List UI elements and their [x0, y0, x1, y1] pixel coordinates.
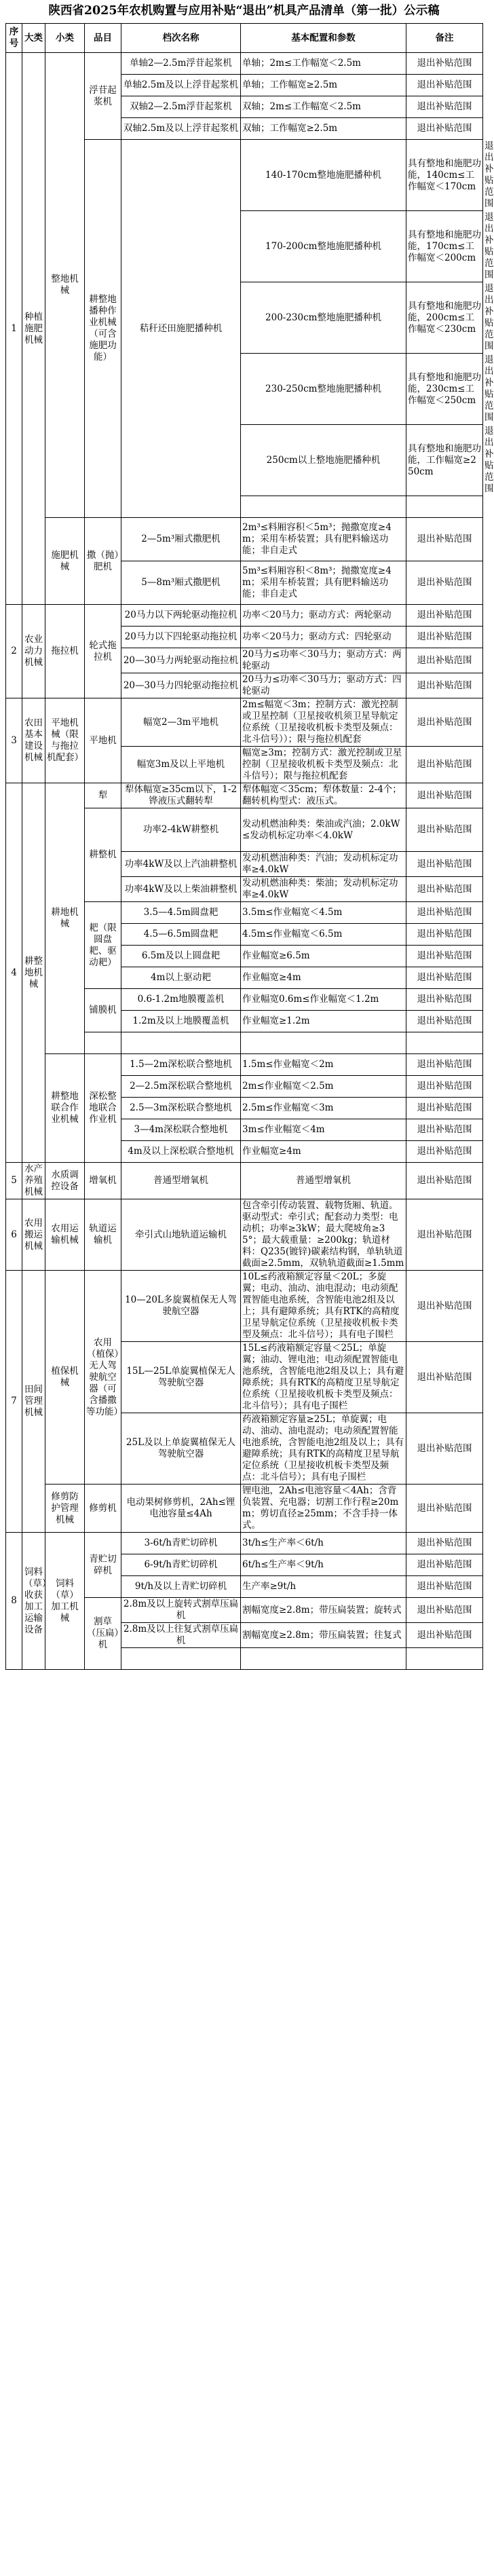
- table-row: 170-200cm整地施肥播种机 具有整地和施肥功能，170cm≤工作幅宽＜200cm 退出补贴范围: [6, 211, 483, 282]
- table-cell: 功率＜20马力；驱动方式：四轮驱动: [241, 627, 406, 648]
- table-cell: 2: [6, 605, 22, 698]
- table-cell: 20—30马力四轮驱动拖拉机: [121, 673, 241, 698]
- table-cell: 20马力以下四轮驱动拖拉机: [121, 627, 241, 648]
- table-cell: 功率4kW及以上柴油耕整机: [121, 877, 241, 902]
- table-cell: 25L及以上单旋翼植保无人驾驶航空器: [121, 1413, 241, 1485]
- table-cell: [241, 1032, 406, 1054]
- table-cell: 农业动力机械: [22, 605, 45, 698]
- table-cell: 退出补贴范围: [406, 1199, 483, 1271]
- table-cell: 2.5m≤作业幅宽＜3m: [241, 1098, 406, 1119]
- table-cell: 种植施肥机械: [22, 53, 45, 605]
- table-cell: 包含牵引传动装置、载物货厢、轨道。驱动型式：牵引式；配套动力类型：电动机；功率≥3kW；最大爬坡角≥35°；最大载重量：≥200kg；轨道材料：Q235(镀锌)碳素结构钢，单轨轨道截面≥2.5mm，双轨轨道截面≥1.5mm: [241, 1199, 406, 1271]
- table-cell: 2.8m及以上旋转式割草压扁机: [121, 1598, 241, 1623]
- table-cell: 平地机: [85, 698, 121, 783]
- table-cell: 退出补贴范围: [406, 1342, 483, 1413]
- table-cell: 2.8m及以上往复式割草压扁机: [121, 1623, 241, 1648]
- table-cell: 4.5m≤作业幅宽＜6.5m: [241, 924, 406, 946]
- table-cell: 退出补贴范围: [406, 1576, 483, 1598]
- table-cell: 3-6t/h青贮切碎机: [121, 1533, 241, 1554]
- table-cell: 具有整地和施肥功能，工作幅宽≥250cm: [406, 425, 483, 496]
- table-cell: 双轴；工作幅宽≥2.5m: [241, 118, 406, 140]
- table-cell: 20马力≤功率＜30马力；驱动方式：两轮驱动: [241, 648, 406, 673]
- table-cell: 农田基本建设机械: [22, 698, 45, 783]
- table-cell: 锂电池，2Ah≤电池容量＜4Ah；含背负装置、充电器；切割工作行程≥20mm；剪切直径≥25mm；不含手持一体式。: [241, 1485, 406, 1533]
- table-cell: 退出补贴范围: [406, 989, 483, 1011]
- table-row: 230-250cm整地施肥播种机 具有整地和施肥功能，230cm≤工作幅宽＜250cm 退出补贴范围: [6, 354, 483, 425]
- table-row: [6, 605, 483, 627]
- table-cell: 撒（抛）肥机: [85, 518, 121, 605]
- table-cell: 退出补贴范围: [406, 747, 483, 783]
- table-cell: 退出补贴范围: [406, 1076, 483, 1098]
- table-cell: 退出补贴范围: [406, 1598, 483, 1623]
- table-cell: 具有整地和施肥功能，200cm≤工作幅宽＜230cm: [406, 282, 483, 354]
- table-cell: 6: [6, 1199, 22, 1271]
- table-cell: [121, 1032, 241, 1054]
- table-cell: 230-250cm整地施肥播种机: [241, 354, 406, 425]
- table-cell: 退出补贴范围: [406, 118, 483, 140]
- table-cell: 双轴2—2.5m浮苷起浆机: [121, 96, 241, 118]
- table-cell: 3—4m深松联合整地机: [121, 1119, 241, 1141]
- table-cell: 农用（植保）无人驾驶航空器（可含播撒等功能）: [85, 1271, 121, 1485]
- table-cell: 饲料（草）收获加工运输设备: [22, 1533, 45, 1670]
- table-cell: 牵引式山地轨道运输机: [121, 1199, 241, 1271]
- header-cell: 序号: [6, 24, 22, 53]
- table-cell: 退出补贴范围: [406, 75, 483, 96]
- table-cell: 耕整地机械: [22, 783, 45, 1163]
- table-row: [6, 783, 483, 808]
- table-cell: 具有整地和施肥功能，140cm≤工作幅宽＜170cm: [406, 140, 483, 211]
- header-cell: 备注: [406, 24, 483, 53]
- table-cell: 4.5—6.5m圆盘耙: [121, 924, 241, 946]
- table-cell: 施肥机械: [45, 518, 85, 605]
- table-cell: 退出补贴范围: [406, 1163, 483, 1199]
- table-cell: 割草（压扁）机: [85, 1598, 121, 1670]
- table-cell: 普通型增氧机: [121, 1163, 241, 1199]
- table-cell: 发动机燃油种类：柴油或汽油；2.0kW≤发动机标定功率＜4.0kW: [241, 808, 406, 852]
- table-cell: 1.5—2m深松联合整地机: [121, 1054, 241, 1076]
- table-cell: 双轴2.5m及以上浮苷起浆机: [121, 118, 241, 140]
- header-cell: 小类: [45, 24, 85, 53]
- table-cell: 20—30马力两轮驱动拖拉机: [121, 648, 241, 673]
- table-cell: 退出补贴范围: [406, 1485, 483, 1533]
- table-cell: 2.5—3m深松联合整地机: [121, 1098, 241, 1119]
- table-cell: 退出补贴范围: [406, 1011, 483, 1032]
- table-cell: 普通型增氧机: [241, 1163, 406, 1199]
- table-cell: 退出补贴范围: [406, 1119, 483, 1141]
- table-cell: 1: [6, 53, 22, 605]
- table-cell: 4m及以上深松联合整地机: [121, 1141, 241, 1163]
- table-row: 250cm以上整地施肥播种机 具有整地和施肥功能，工作幅宽≥250cm 退出补贴范围: [6, 425, 483, 496]
- table-cell: 发动机燃油种类：柴油；发动机标定功率≥4.0kW: [241, 877, 406, 902]
- page-title: 陕西省2025年农机购置与应用补贴“退出”机具产品清单（第一批）公示稿: [48, 4, 440, 18]
- table-cell: 3.5m≤作业幅宽＜4.5m: [241, 902, 406, 924]
- table-cell: 退出补贴范围: [406, 967, 483, 989]
- table-cell: 1.2m及以上地膜覆盖机: [121, 1011, 241, 1032]
- table-cell: 退出补贴范围: [406, 1098, 483, 1119]
- table-cell: [406, 496, 483, 518]
- table-cell: 退出补贴范围: [406, 698, 483, 747]
- table-cell: 4: [6, 783, 22, 1163]
- table-cell: 退出补贴范围: [406, 808, 483, 852]
- table-row: [6, 53, 483, 75]
- table-cell: 5—8m³厢式撒肥机: [121, 561, 241, 605]
- table-cell: 拖拉机: [45, 605, 85, 698]
- table-cell: 耕整地联合作业机械: [45, 1054, 85, 1163]
- table-cell: 退出补贴范围: [406, 518, 483, 561]
- equipment-table: [5, 23, 494, 1670]
- table-cell: 耕地机械: [45, 783, 85, 1054]
- table-cell: 退出补贴范围: [406, 852, 483, 877]
- table-cell: 0.6-1.2m地膜覆盖机: [121, 989, 241, 1011]
- table-cell: 秸秆还田施肥播种机: [121, 140, 241, 518]
- table-cell: 退出补贴范围: [406, 1141, 483, 1163]
- table-cell: 4m以上驱动耙: [121, 967, 241, 989]
- table-header-row: [6, 24, 483, 53]
- header-cell: 档次名称: [121, 24, 241, 53]
- table-row: [6, 518, 483, 540]
- table-cell: 铺膜机: [85, 989, 121, 1032]
- table-cell: 耕整机: [85, 808, 121, 902]
- table-cell: 3.5—4.5m圆盘耙: [121, 902, 241, 924]
- table-cell: 功率4kW及以上汽油耕整机: [121, 852, 241, 877]
- table-cell: 6t/h≤生产率＜9t/h: [241, 1554, 406, 1576]
- table-row: [6, 1485, 483, 1533]
- table-cell: 单轴2.5m及以上浮苷起浆机: [121, 75, 241, 96]
- table-cell: 具有整地和施肥功能，170cm≤工作幅宽＜200cm: [406, 211, 483, 282]
- table-cell: 浮苷起浆机: [85, 53, 121, 140]
- table-cell: 退出补贴范围: [406, 53, 483, 75]
- table-cell: 整地机械: [45, 53, 85, 518]
- table-row: [6, 1054, 483, 1076]
- header-cell: 品目: [85, 24, 121, 53]
- table-cell: 割幅宽度≥2.8m；带压扁装置；往复式: [241, 1623, 406, 1648]
- table-cell: 退出补贴范围: [406, 605, 483, 627]
- table-row: [6, 1533, 483, 1554]
- table-cell: [406, 1032, 483, 1054]
- table-cell: 退出补贴范围: [406, 648, 483, 673]
- table-cell: 平地机械（限与拖拉机配套）: [45, 698, 85, 783]
- table-cell: 作业幅宽≥1.2m: [241, 1011, 406, 1032]
- table-cell: 1.5m≤作业幅宽＜2m: [241, 1054, 406, 1076]
- table-cell: 药液箱额定容量≥25L；单旋翼；电动、油动、油电混动；电动须配置智能电池系统，含智能电池2组及以上；具有避障系统；具有RTK的高精度卫星导航定位系统（卫星接收机板卡类型及频点：北斗信号）；具有电子围栏: [241, 1413, 406, 1485]
- table-cell: 深松整地联合作业机: [85, 1054, 121, 1163]
- header-cell: 基本配置和参数: [241, 24, 406, 53]
- table-cell: 200-230cm整地施肥播种机: [241, 282, 406, 354]
- table-cell: 170-200cm整地施肥播种机: [241, 211, 406, 282]
- header-cell: 大类: [22, 24, 45, 53]
- table-cell: 增氧机: [85, 1163, 121, 1199]
- table-cell: 功率＜20马力；驱动方式：两轮驱动: [241, 605, 406, 627]
- table-cell: 幅宽2—3m平地机: [121, 698, 241, 747]
- table-cell: 生产率≥9t/h: [241, 1576, 406, 1598]
- table-cell: 修剪防护管理机械: [45, 1485, 85, 1533]
- table-cell: 耙（限圆盘耙、驱动耙）: [85, 902, 121, 989]
- table-row: [6, 1271, 483, 1342]
- table-cell: 农用运输机械: [45, 1199, 85, 1271]
- table-cell: 退出补贴范围: [406, 627, 483, 648]
- table-cell: 5: [6, 1163, 22, 1199]
- table-cell: [241, 1648, 406, 1670]
- table-row: 200-230cm整地施肥播种机 具有整地和施肥功能，200cm≤工作幅宽＜230cm 退出补贴范围: [6, 282, 483, 354]
- table-cell: 具有整地和施肥功能，230cm≤工作幅宽＜250cm: [406, 354, 483, 425]
- table-cell: 6-9t/h青贮切碎机: [121, 1554, 241, 1576]
- table-cell: 作业幅宽≥4m: [241, 967, 406, 989]
- table-cell: 退出补贴范围: [406, 96, 483, 118]
- table-row: [6, 1199, 483, 1271]
- table-cell: 青贮切碎机: [85, 1533, 121, 1598]
- table-cell: 犁体幅宽＜35cm；犁体数量：2-4个；翻转机构型式：液压式。: [241, 783, 406, 808]
- table-cell: 修剪机: [85, 1485, 121, 1533]
- table-cell: 割幅宽度≥2.8m；带压扁装置；旋转式: [241, 1598, 406, 1623]
- table-cell: 犁: [85, 783, 121, 808]
- table-cell: 250cm以上整地施肥播种机: [241, 425, 406, 496]
- table-cell: 2m≤幅宽＜3m；控制方式：激光控制或卫星控制（卫星接收机须卫星导航定位系统（卫星接收机板卡类型及频点：北斗信号））；限与拖拉机配套: [241, 698, 406, 747]
- table-cell: 退出补贴范围: [406, 1413, 483, 1485]
- table-cell: 140-170cm整地施肥播种机: [241, 140, 406, 211]
- table-cell: 10—20L多旋翼植保无人驾驶航空器: [121, 1271, 241, 1342]
- table-row: 耕整地播种作业机械（可含施肥功能） 秸秆还田施肥播种机 140-170cm整地施肥播种机 具有整地和施肥功能，140cm≤工作幅宽＜170cm 退出补贴范围: [6, 140, 483, 211]
- table-cell: 轨道运输机: [85, 1199, 121, 1271]
- table-cell: 作业幅宽0.6m≤作业幅宽＜1.2m: [241, 989, 406, 1011]
- table-cell: 植保机械: [45, 1271, 85, 1485]
- table-cell: 犁体幅宽≥35cm以下，1-2铧液压式翻转犁: [121, 783, 241, 808]
- table-cell: 退出补贴范围: [406, 1533, 483, 1554]
- table-cell: 退出补贴范围: [406, 902, 483, 924]
- table-cell: 单轴；工作幅宽≥2.5m: [241, 75, 406, 96]
- table-cell: 退出补贴范围: [406, 1054, 483, 1076]
- table-cell: 退出补贴范围: [406, 1554, 483, 1576]
- table-cell: 水质调控设备: [45, 1163, 85, 1199]
- table-cell: 田间管理机械: [22, 1271, 45, 1533]
- table-cell: 轮式拖拉机: [85, 605, 121, 698]
- table-cell: 水产养殖机械: [22, 1163, 45, 1199]
- table-cell: 双轴；2m≤工作幅宽＜2.5m: [241, 96, 406, 118]
- table-cell: 2—5m³厢式撒肥机: [121, 518, 241, 561]
- table-cell: 20马力以下两轮驱动拖拉机: [121, 605, 241, 627]
- table-row: [6, 698, 483, 747]
- table-cell: 15L≤药液箱额定容量＜25L；单旋翼；油动、锂电池；电动须配置智能电池系统，含智能电池2组及以上；具有避障系统；具有RTK的高精度卫星导航定位系统（卫星接收机板卡类型及频点：北斗信号）；具有电子围栏: [241, 1342, 406, 1413]
- table-cell: 15L—25L单旋翼植保无人驾驶航空器: [121, 1342, 241, 1413]
- table-cell: 10L≤药液箱额定容量＜20L；多旋翼；电动、油动、油电混动；电动须配置智能电池系统，含智能电池2组及以上；具有避障系统；具有RTK的高精度卫星导航定位系统（卫星接收机板卡类型及频点：北斗信号）；具有电子围栏: [241, 1271, 406, 1342]
- table-cell: 3: [6, 698, 22, 783]
- table-cell: [121, 1648, 241, 1670]
- table-cell: 电动果树修剪机，2Ah≤锂电池容量≤4Ah: [121, 1485, 241, 1533]
- table-cell: 单轴2—2.5m浮苷起浆机: [121, 53, 241, 75]
- table-cell: 单轴；2m≤工作幅宽＜2.5m: [241, 53, 406, 75]
- table-cell: 退出补贴范围: [406, 877, 483, 902]
- table-cell: 发动机燃油种类：汽油；发动机标定功率≥4.0kW: [241, 852, 406, 877]
- table-cell: 幅宽≥3m；控制方式：激光控制或卫星控制（卫星接收机板卡类型及频点：北斗信号）；限与拖拉机配套: [241, 747, 406, 783]
- table-cell: 作业幅宽≥4m: [241, 1141, 406, 1163]
- table-cell: 9t/h及以上青贮切碎机: [121, 1576, 241, 1598]
- table-cell: 退出补贴范围: [406, 1271, 483, 1342]
- table-cell: 农用搬运机械: [22, 1199, 45, 1271]
- table-cell: [406, 1648, 483, 1670]
- table-cell: 8: [6, 1533, 22, 1670]
- table-cell: 5m³≤料厢容积＜8m³；抛撒宽度≥4m；采用车桥装置；具有肥料输送功能；非自走式: [241, 561, 406, 605]
- table-cell: 功率2-4kW耕整机: [121, 808, 241, 852]
- table-cell: 3t/h≤生产率＜6t/h: [241, 1533, 406, 1554]
- table-cell: 2m≤作业幅宽＜2.5m: [241, 1076, 406, 1098]
- table-cell: 退出补贴范围: [406, 783, 483, 808]
- table-row: [6, 1163, 483, 1199]
- table-cell: 2—2.5m深松联合整地机: [121, 1076, 241, 1098]
- table-cell: 幅宽3m及以上平地机: [121, 747, 241, 783]
- table-cell: 退出补贴范围: [406, 1623, 483, 1648]
- table-body: [6, 53, 494, 1670]
- table-cell: [241, 496, 406, 518]
- table-cell: 耕整地播种作业机械（可含施肥功能）: [85, 140, 121, 518]
- table-cell: 3m≤作业幅宽＜4m: [241, 1119, 406, 1141]
- table-cell: 退出补贴范围: [406, 561, 483, 605]
- table-cell: 2m³≤料厢容积＜5m³；抛撒宽度≥4m；采用车桥装置；具有肥料输送功能；非自走式: [241, 518, 406, 561]
- table-cell: 饲料（草）加工机械: [45, 1533, 85, 1670]
- table-cell: 作业幅宽≥6.5m: [241, 946, 406, 967]
- table-cell: 20马力≤功率＜30马力；驱动方式：四轮驱动: [241, 673, 406, 698]
- table-cell: 退出补贴范围: [406, 924, 483, 946]
- table-cell: 退出补贴范围: [406, 673, 483, 698]
- table-cell: 6.5m及以上圆盘耙: [121, 946, 241, 967]
- table-cell: 退出补贴范围: [406, 946, 483, 967]
- table-cell: [85, 1032, 121, 1054]
- table-cell: 7: [6, 1271, 22, 1533]
